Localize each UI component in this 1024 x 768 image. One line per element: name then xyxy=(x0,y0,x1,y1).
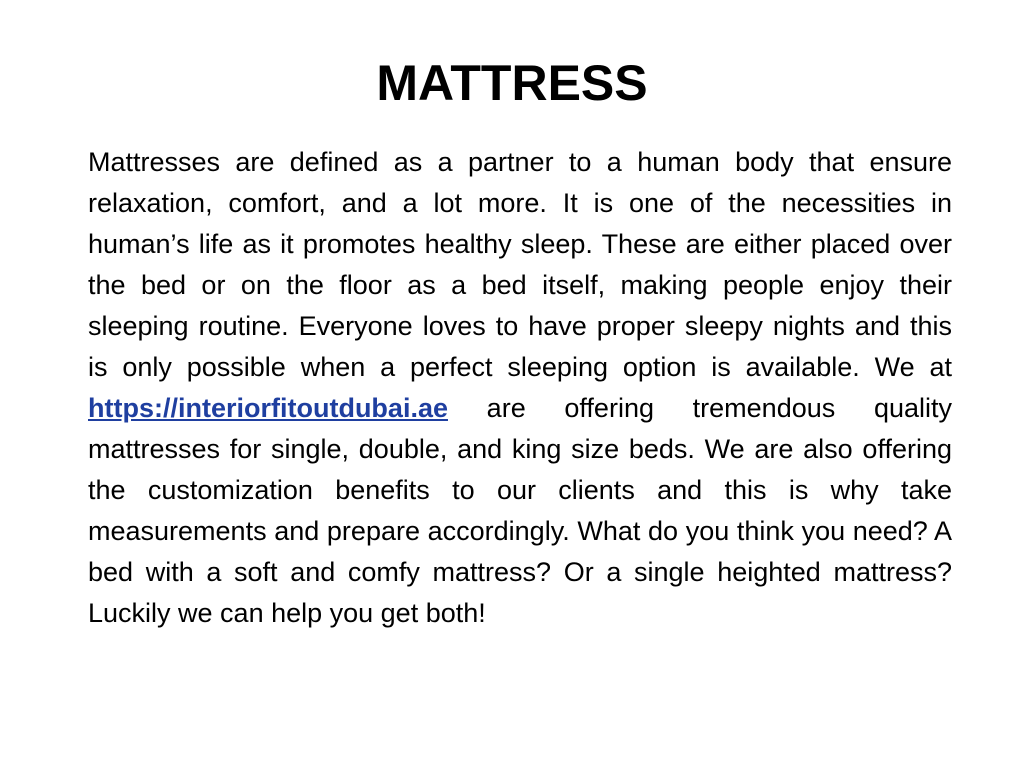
slide-title: MATTRESS xyxy=(376,55,648,111)
body-paragraph xyxy=(88,142,952,634)
website-link[interactable]: https://interiorfitoutdubai.ae xyxy=(88,393,448,423)
body-text-after-link: are offering tremendous quality mattresses for single, double, and king size beds. We are also offering the customization benefits to our clients and this is why take measurements and prepare accordingly. What do you think you need? A bed with a soft and comfy mattress? Or a single heighted mattress? Luckily we can help you get both! xyxy=(88,393,952,628)
body-text-before-link: Mattresses are defined as a partner to a human body that ensure relaxation, comfort, and a lot more. It is one of the necessities in human’s life as it promotes healthy sleep. These are either placed over the bed or on the floor as a bed itself, making people enjoy their sleeping routine. Everyone loves to have proper sleepy nights and this is only possible when a perfect sleeping option is available. We at xyxy=(88,147,952,382)
